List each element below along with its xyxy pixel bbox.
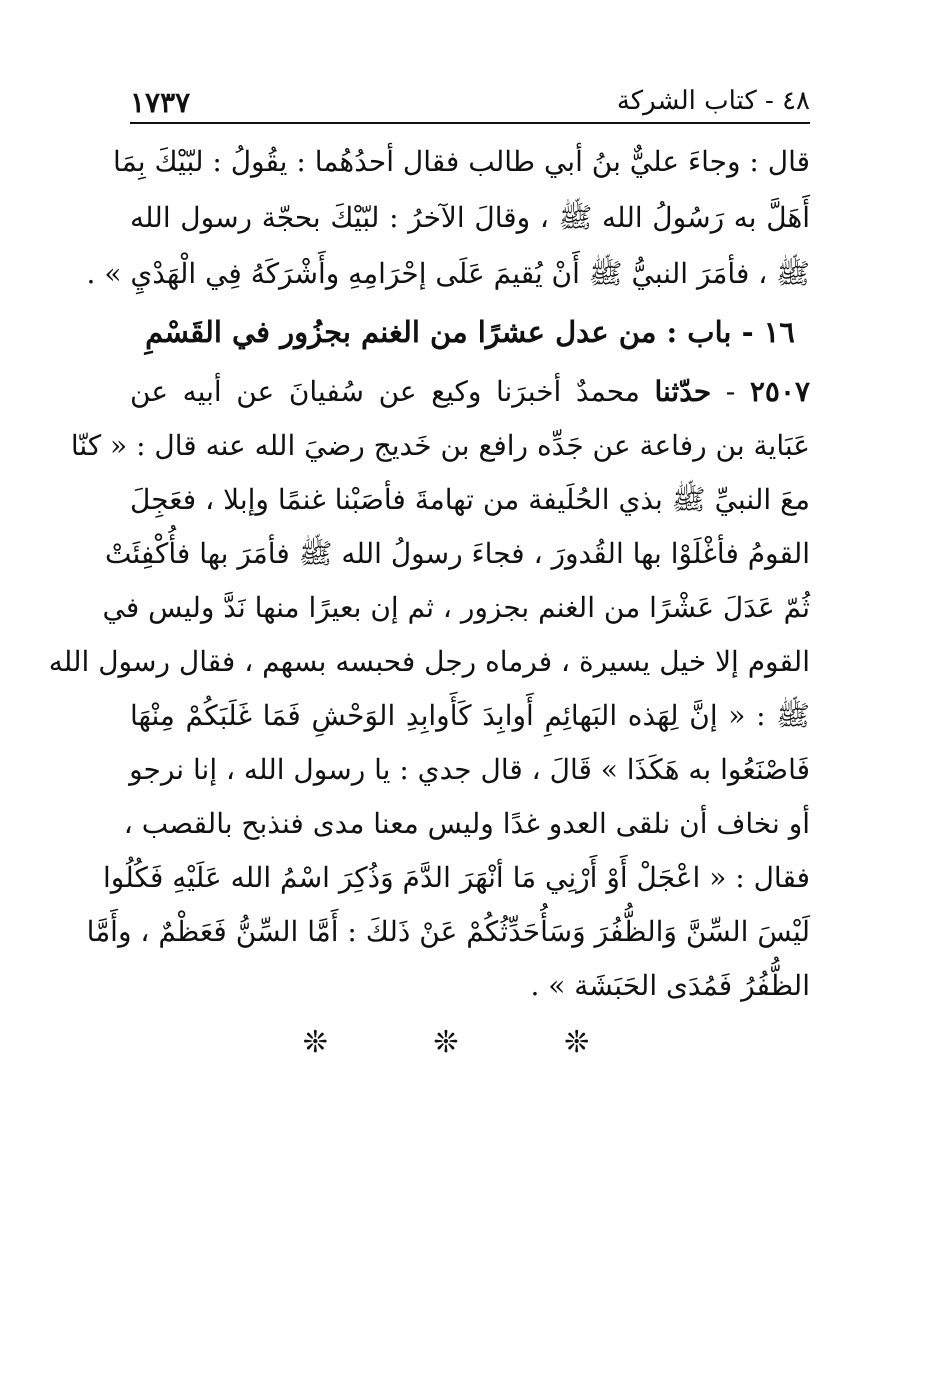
hadith-number: ٢٥٠٧: [749, 375, 811, 408]
text-line: فقال : « اعْجَلْ أَوْ أَرْنِي مَا أنْهَرَ الدَّمَ وَذُكِرَ اسْمُ الله عَلَيْهِ فَكُلُوا: [102, 861, 810, 894]
text-line: ﷺ ، فأمَرَ النبيُّ ﷺ أَنْ يُقيمَ عَلَى إحْرَامِهِ وأَشْرَكَهُ فِي الْهَدْيِ » .: [86, 257, 810, 290]
text-line: القوم إلا خيل يسيرة ، فرماه رجل فحبسه بسهم ، فقال رسول الله: [48, 645, 810, 678]
section-heading: ١٦ - باب : من عدل عشرًا من الغنم بجزُور في القَسْمِ: [145, 315, 795, 349]
text-line: القومُ فأغْلَوْا بها القُدورَ ، فجاءَ رسولُ الله ﷺ فأمَرَ بها فأُكْفِئَتْ: [104, 537, 810, 570]
book-page: [48, 70, 811, 1070]
text-line: أَهَلَّ به رَسُولُ الله ﷺ ، وقالَ الآخرُ : لبّيْكَ بحجّة رسول الله: [130, 201, 810, 234]
text-line: ﷺ : « إنَّ لِهَذه البَهائِمِ أَوابِدَ كَأَوابِدِ الوَحْشِ فَمَا غَلَبَكُمْ مِنْهَا: [130, 699, 810, 732]
text-line: عَبَاية بن رفاعة عن جَدِّه رافع بن خَديج رضيَ الله عنه قال : « كنّا: [70, 429, 810, 462]
chapter-title: ٤٨ - كتاب الشركة: [616, 86, 810, 116]
text-line: فَاصْنَعُوا به هَكَذَا » قَالَ ، قال جدي : يا رسول الله ، إنا نرجو: [129, 753, 810, 786]
hadith-first-line-text: محمدٌ أخبرَنا وكيع عن سُفيانَ عن أبيه عن: [130, 375, 640, 408]
text-line: لَيْسَ السِّنَّ وَالظُّفُرَ وَسَأُحَدِّثُكُمْ عَنْ ذَلكَ : أَمَّا السِّنُّ فَعَظْمٌ ، وأَمَّا: [86, 915, 810, 948]
section-separator: ❊ ❊ ❊: [302, 1025, 638, 1060]
running-header: [130, 70, 810, 124]
page-number: ١٧٣٧: [130, 86, 191, 119]
text-line: الظُّفُرُ فَمُدَى الحَبَشَة » .: [530, 969, 810, 1002]
text-line: ثُمّ عَدَلَ عَشْرًا من الغنم بجزور ، ثم إن بعيرًا منها نَدَّ وليس في: [102, 591, 810, 624]
hadith-first-line: ٢٥٠٧ - حدّثنا محمدٌ أخبرَنا وكيع عن سُفيانَ عن أبيه عن: [130, 375, 811, 408]
text-line: قال : وجاءَ عليٌّ بنُ أبي طالب فقال أحدُهُما : يقُولُ : لبّيْكَ بِمَا: [113, 145, 810, 178]
hadith-opening-word: حدّثنا: [654, 375, 712, 408]
text-line: معَ النبيِّ ﷺ بذي الحُلَيفة من تهامةَ فأصَبْنا غنمًا وإبلا ، فعَجِلَ: [130, 483, 810, 516]
text-line: أو نخاف أن نلقى العدو غدًا وليس معنا مدى فنذبح بالقصب ،: [123, 807, 810, 840]
